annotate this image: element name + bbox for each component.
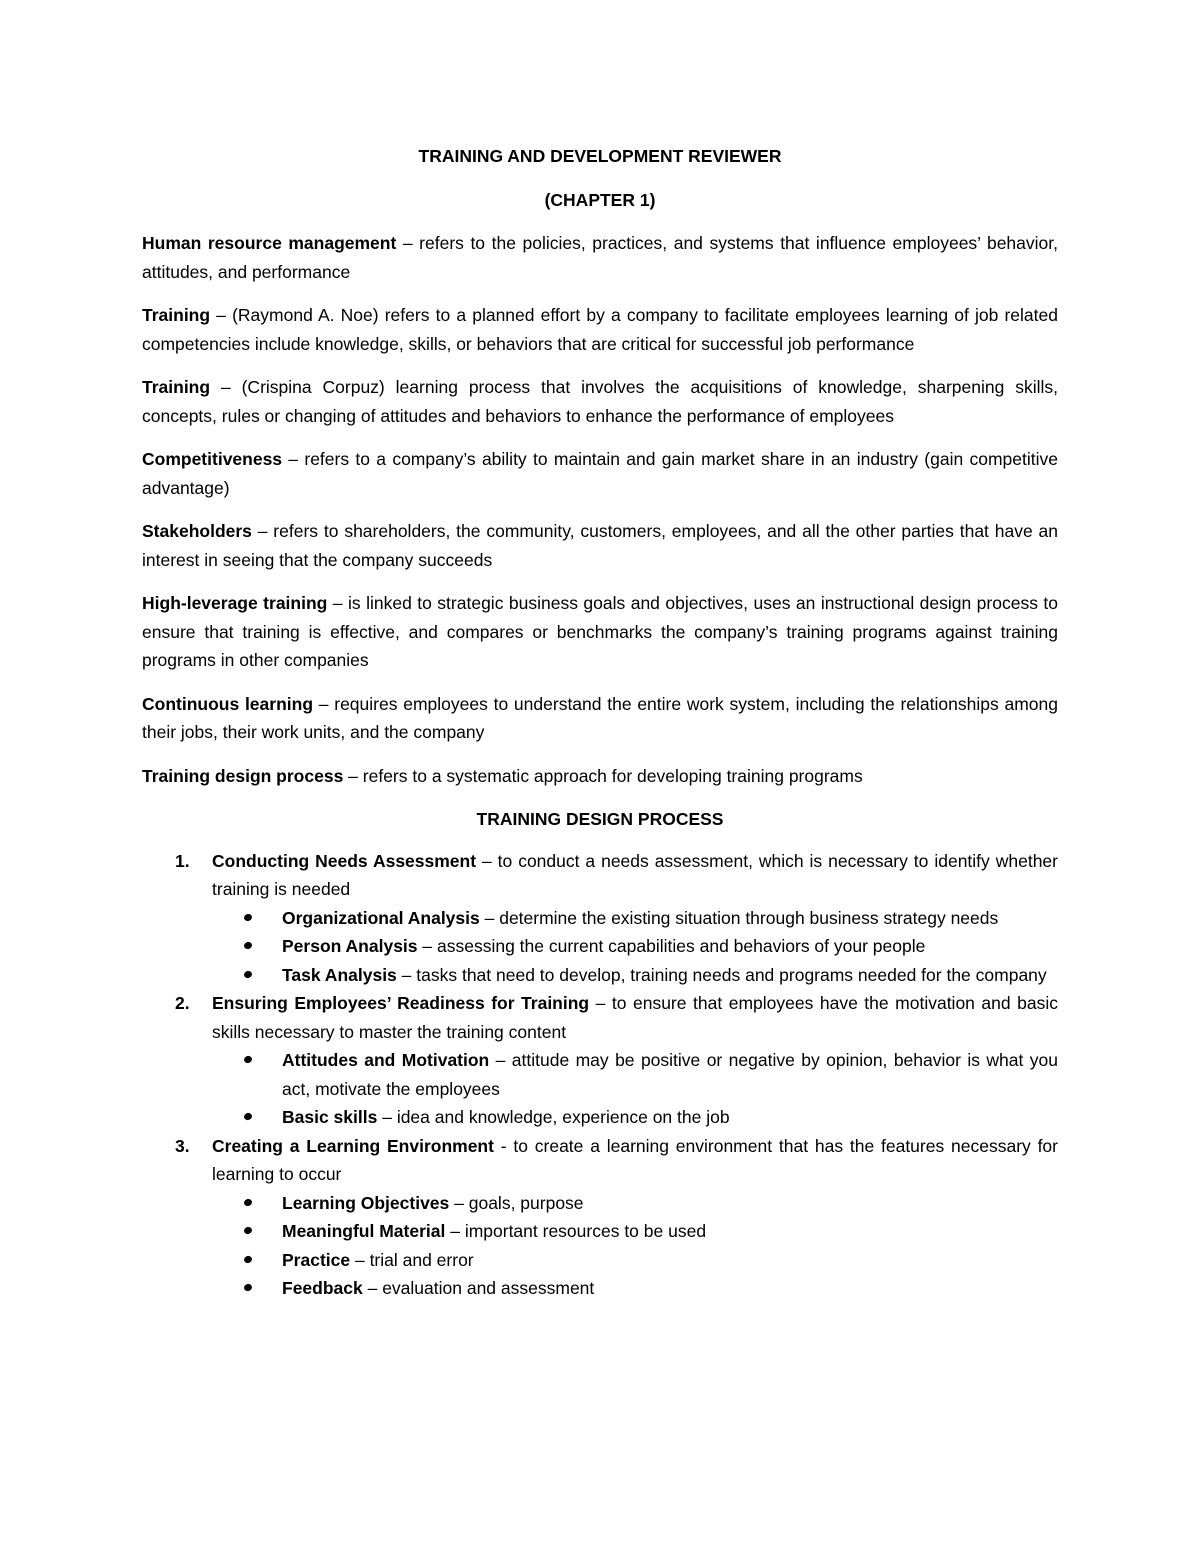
step-term: Ensuring Employees’ Readiness for Training — [212, 993, 590, 1013]
sub-item — [142, 1274, 1058, 1303]
step-item — [142, 847, 1058, 990]
definition-term: Human resource management — [142, 233, 397, 253]
definition-term: Training — [142, 305, 211, 325]
definition-term: High-leverage training — [142, 593, 328, 613]
definition-text: – refers to the policies, practices, and systems that influence employees’ behavior, attitudes, and performance — [142, 233, 1058, 282]
sub-term: Meaningful Material — [282, 1221, 446, 1241]
definition-paragraph — [142, 445, 1058, 502]
step-number: 3. — [175, 1135, 190, 1156]
bullet-icon — [243, 1254, 253, 1263]
definition-paragraph — [142, 229, 1058, 286]
document-page — [142, 142, 1058, 1303]
steps-list — [142, 847, 1058, 1303]
bullet-icon — [243, 1197, 253, 1206]
sub-text: – goals, purpose — [449, 1192, 584, 1213]
sub-term: Basic skills — [282, 1107, 378, 1127]
sub-term: Person Analysis — [282, 936, 418, 956]
definition-paragraph — [142, 373, 1058, 430]
sub-text: – attitude may be positive or negative by opinion, behavior is what you act, motivate the employees — [282, 1050, 1058, 1099]
definition-paragraph — [142, 690, 1058, 747]
bullet-icon — [243, 1055, 253, 1064]
sub-term: Learning Objectives — [282, 1192, 450, 1213]
sub-term: Practice — [282, 1249, 351, 1270]
definition-text: – refers to shareholders, the community, customers, employees, and all the other parties that have an interest in seeing that the company succeeds — [142, 521, 1058, 570]
bullet-icon — [243, 912, 253, 921]
chapter-heading: (CHAPTER 1) — [544, 189, 656, 210]
sub-text: – important resources to be used — [445, 1221, 707, 1241]
sub-term: Attitudes and Motivation — [282, 1050, 490, 1070]
step-text: – to ensure that employees have the motivation and basic skills necessary to master the training content — [212, 993, 1058, 1042]
sub-item — [142, 932, 1058, 961]
sub-text: – trial and error — [350, 1249, 474, 1270]
section-heading: TRAINING DESIGN PROCESS — [476, 809, 724, 829]
definition-text: – refers to a company’s ability to maintain and gain market share in an industry (gain competitive advantage) — [142, 449, 1058, 498]
step-text: – to conduct a needs assessment, which is necessary to identify whether training is needed — [212, 850, 1058, 899]
sub-text: – tasks that need to develop, training needs and programs needed for the company — [396, 964, 1047, 985]
bullet-icon — [243, 1226, 253, 1235]
bullet-icon — [243, 1283, 253, 1292]
sub-list — [212, 904, 1058, 990]
definition-text: – (Raymond A. Noe) refers to a planned effort by a company to facilitate employees learning of job related competencies include knowledge, skills, or behaviors that are critical for successful job performance — [142, 305, 1058, 354]
sub-term: Organizational Analysis — [282, 907, 480, 928]
step-term: Creating a Learning Environment — [212, 1135, 494, 1156]
sub-text: – idea and knowledge, experience on the job — [377, 1107, 730, 1127]
step-term: Conducting Needs Assessment — [212, 850, 477, 871]
definition-paragraph — [142, 301, 1058, 358]
definition-paragraph — [142, 589, 1058, 675]
definition-term: Training — [142, 377, 211, 397]
step-text: - to create a learning environment that has the features necessary for learning to occur — [212, 1135, 1058, 1184]
definition-text: – is linked to strategic business goals and objectives, uses an instructional design process to ensure that training is effective, and compares or benchmarks the company’s training programs against training programs in other companies — [142, 593, 1058, 670]
step-number: 2. — [175, 993, 190, 1013]
definition-text: – refers to a systematic approach for developing training programs — [343, 765, 863, 786]
definition-term: Training design process — [142, 765, 344, 786]
sub-text: – determine the existing situation through business strategy needs — [479, 907, 999, 928]
sub-item — [142, 1246, 1058, 1275]
document-title: TRAINING AND DEVELOPMENT REVIEWER — [418, 146, 782, 166]
definition-text: – requires employees to understand the entire work system, including the relationships among their jobs, their work units, and the company — [142, 693, 1058, 742]
sub-item — [142, 961, 1058, 990]
sub-item — [142, 1046, 1058, 1103]
bullet-icon — [243, 941, 253, 950]
sub-text: – assessing the current capabilities and behaviors of your people — [417, 936, 926, 956]
sub-term: Feedback — [282, 1278, 363, 1298]
sub-list — [212, 1189, 1058, 1303]
step-item — [142, 989, 1058, 1132]
step-item — [142, 1132, 1058, 1303]
definition-term: Continuous learning — [142, 693, 314, 714]
definition-text: – (Crispina Corpuz) learning process that involves the acquisitions of knowledge, sharpening skills, concepts, rules or changing of attitudes and behaviors to enhance the performance of employees — [142, 377, 1058, 426]
sub-text: – evaluation and assessment — [362, 1278, 595, 1298]
definition-paragraph — [142, 517, 1058, 574]
bullet-icon — [243, 969, 253, 978]
definition-term: Stakeholders — [142, 521, 252, 541]
sub-item — [142, 904, 1058, 933]
sub-item — [142, 1189, 1058, 1218]
definition-term: Competitiveness — [142, 449, 283, 469]
step-number: 1. — [175, 850, 190, 871]
sub-term: Task Analysis — [282, 964, 397, 985]
definition-paragraph — [142, 762, 1058, 791]
sub-item — [142, 1103, 1058, 1132]
bullet-icon — [243, 1112, 253, 1121]
sub-list — [212, 1046, 1058, 1132]
sub-item — [142, 1217, 1058, 1246]
